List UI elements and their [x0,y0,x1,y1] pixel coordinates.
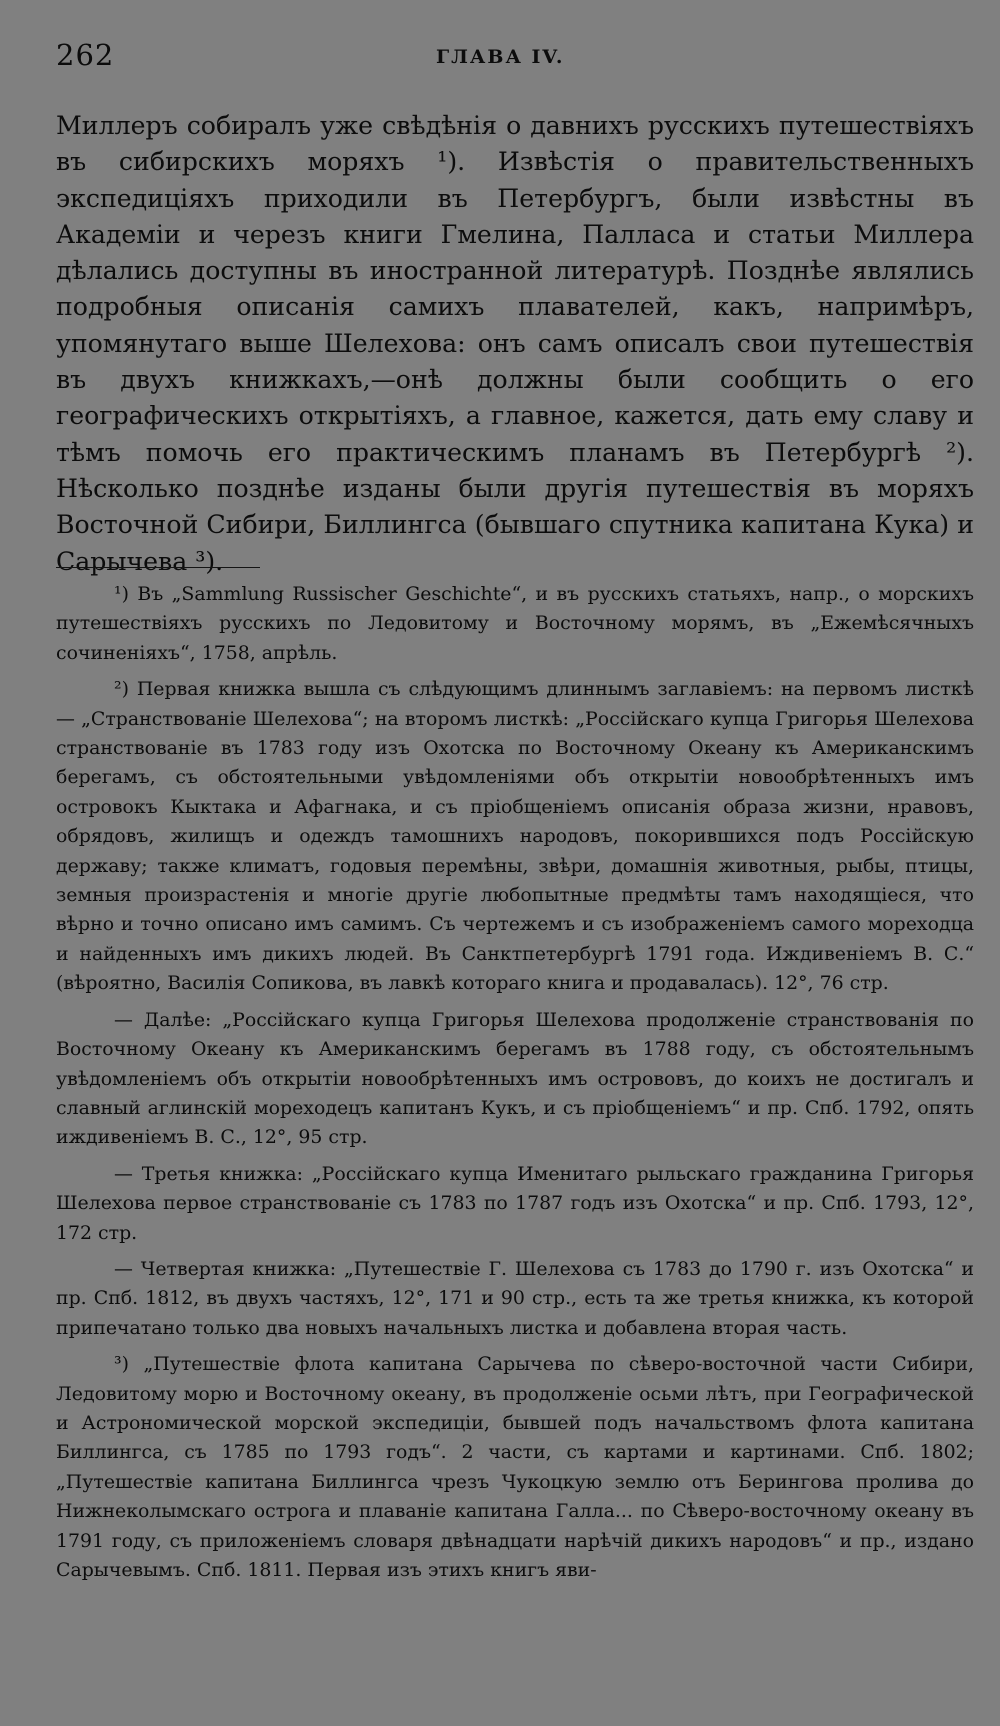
footnote-2-continuation-second-book: — Далѣе: „Россійскаго купца Григорья Шелехова продолженіе странствованія по Восточному Океану къ Американскимъ берегамъ въ 1788 году, съ обстоятельнымъ увѣдомленіемъ объ открытіи новообрѣтенныхъ имъ острововъ, до коихъ не достигалъ и славный аглинскій мореходецъ капитанъ Кукъ, и съ пріобщеніемъ“ и пр. Спб. 1792, опять иждивеніемъ В. С., 12°, 95 стр. [56,1008,974,1149]
footnote-2-continuation-third-book: — Третья книжка: „Россійскаго купца Именитаго рыльскаго гражданина Григорья Шелехова первое странствованіе съ 1783 по 1787 годъ изъ Охотска“ и пр. Спб. 1793, 12°, 172 стр. [56,1162,974,1244]
footnote-separator [56,567,260,568]
main-paragraph: Миллеръ собиралъ уже свѣдѣнія о давнихъ русскихъ путешествіяхъ въ сибирскихъ моряхъ ¹). Извѣстія о правительственныхъ экспедиціяхъ приходили въ Петербургъ, были извѣстны въ Академіи и черезъ книги Гмелина, Палласа и статьи Миллера дѣлались доступны въ иностранной литературѣ. Позднѣе являлись подробныя описанія самихъ плавателей, какъ, напримѣръ, упомянутаго выше Шелехова: онъ самъ описалъ свои путешествія въ двухъ книжкахъ,—онѣ должны были сообщить о его географическихъ открытіяхъ, а главное, кажется, дать ему славу и тѣмъ помочь его практическимъ планамъ въ Петербургѣ ²). Нѣсколько позднѣе изданы были другія путешествія въ моряхъ Восточной Сибири, Биллингса (бывшаго спутника капитана Кука) и Сарычева ³). [56,111,974,576]
page-number: 262 [56,38,115,72]
footnote-2-continuation-fourth-book: — Четвертая книжка: „Путешествіе Г. Шелехова съ 1783 до 1790 г. изъ Охотска“ и пр. Спб. 1812, въ двухъ частяхъ, 12°, 171 и 90 стр., есть та же третья книжка, къ которой припечатано только два новыхъ начальныхъ листка и добавлена вторая часть. [56,1257,974,1339]
book-page [56,0,974,1726]
main-text [56,108,974,580]
footnote-2: ²) Первая книжка вышла съ слѣдующимъ длиннымъ заглавіемъ: на первомъ листкѣ — „Странствованіе Шелехова“; на второмъ листкѣ: „Россійскаго купца Григорья Шелехова странствованіе въ 1783 году изъ Охотска по Восточному Океану къ Американскимъ берегамъ, съ обстоятельными увѣдомленіями объ открытіи новообрѣтенныхъ имъ островокъ Кыктака и Афагнака, и съ пріобщеніемъ описанія образа жизни, нравовъ, обрядовъ, жилищъ и одеждъ тамошнихъ народовъ, покорившихся подъ Россійскую державу; также климатъ, годовыя перемѣны, звѣри, домашнія животныя, рыбы, птицы, земныя произрастенія и многіе другіе любопытные предмѣты тамъ находящіеся, что вѣрно и точно описано имъ самимъ. Съ чертежемъ и съ изображеніемъ самого мореходца и найденныхъ имъ дикихъ людей. Въ Санктпетербургѣ 1791 года. Иждивеніемъ В. С.“ (вѣроятно, Василія Сопикова, въ лавкѣ котораго книга и продавалась). 12°, 76 стр. [56,678,974,995]
footnote-3: ³) „Путешествіе флота капитана Сарычева по сѣверо-восточной части Сибири, Ледовитому морю и Восточному океану, въ продолженіе осьми лѣтъ, при Географической и Астрономической морской экспедиціи, бывшей подъ начальствомъ флота капитана Биллингса, съ 1785 по 1793 годъ“. 2 части, съ картами и картинами. Спб. 1802; „Путешествіе капитана Биллингса чрезъ Чукоцкую землю отъ Берингова пролива до Нижнеколымскаго острога и плаваніе капитана Галла... по Сѣверо-восточному океану въ 1791 году, съ приложеніемъ словаря двѣнадцати нарѣчій дикихъ народовъ“ и пр., издано Сарычевымъ. Спб. 1811. Первая изъ этихъ книгъ яви- [56,1353,974,1581]
footnote-1: ¹) Въ „Sammlung Russischer Geschichte“, и въ русскихъ статьяхъ, напр., о морскихъ путешествіяхъ русскихъ по Ледовитому и Восточному морямъ, въ „Ежемѣсячныхъ сочиненіяхъ“, 1758, апрѣль. [56,583,974,664]
running-head: ГЛАВА IV. [436,46,565,68]
footnotes [56,580,974,1592]
page-header [56,38,974,78]
